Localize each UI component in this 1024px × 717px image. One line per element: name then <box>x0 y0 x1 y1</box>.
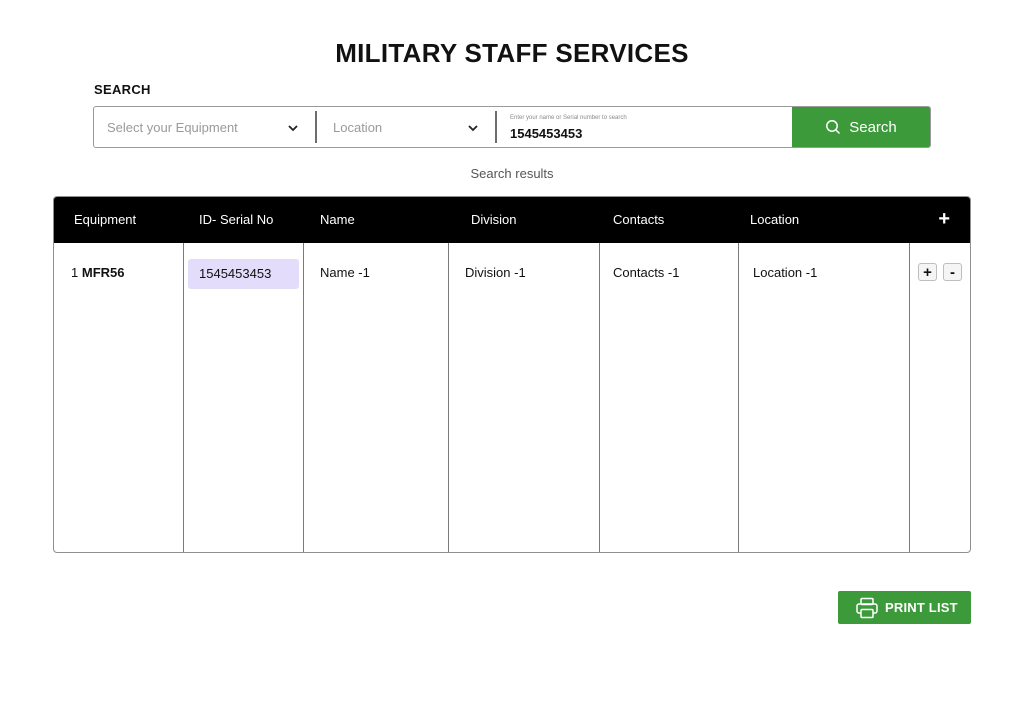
column-header-equipment[interactable]: Equipment <box>74 212 137 227</box>
search-icon <box>825 119 841 135</box>
row-location-cell[interactable]: Location -1 <box>753 265 818 280</box>
column-divider <box>303 243 304 552</box>
row-equipment: MFR56 <box>81 265 125 280</box>
column-header-name[interactable]: Name <box>320 212 355 227</box>
search-section-label: SEARCH <box>94 82 151 97</box>
add-column-button[interactable]: + <box>938 208 950 230</box>
print-list-button[interactable] <box>838 591 971 624</box>
row-equipment-cell[interactable] <box>71 265 124 280</box>
location-select-placeholder: Location <box>333 119 383 135</box>
row-index: 1 <box>71 265 79 280</box>
page-title: MILITARY STAFF SERVICES <box>335 38 689 68</box>
equipment-select[interactable] <box>94 107 315 147</box>
table-header <box>54 197 970 243</box>
search-results-label: Search results <box>470 166 554 181</box>
column-header-contacts[interactable]: Contacts <box>613 212 665 227</box>
column-divider <box>183 243 184 552</box>
column-divider <box>448 243 449 552</box>
printer-icon <box>855 597 879 619</box>
chevron-down-icon <box>467 122 479 134</box>
search-input-value: 1545453453 <box>510 126 583 141</box>
results-table <box>53 196 971 553</box>
search-button[interactable] <box>792 107 930 147</box>
print-list-label: PRINT LIST <box>885 600 958 615</box>
row-contacts-cell[interactable]: Contacts -1 <box>613 265 680 280</box>
search-bar <box>93 106 931 148</box>
column-header-serial[interactable]: ID- Serial No <box>199 212 274 227</box>
remove-row-button[interactable]: - <box>943 263 962 281</box>
column-divider <box>738 243 739 552</box>
row-name-cell[interactable]: Name -1 <box>320 265 370 280</box>
search-input-hint: Enter your name or Serial number to search <box>510 115 627 121</box>
search-input[interactable] <box>497 107 792 147</box>
chevron-down-icon <box>287 122 299 134</box>
column-divider <box>909 243 910 552</box>
equipment-select-placeholder: Select your Equipment <box>107 119 238 135</box>
location-select[interactable] <box>317 107 495 147</box>
column-header-location[interactable]: Location <box>750 212 800 227</box>
row-division-cell[interactable]: Division -1 <box>465 265 526 280</box>
row-serial-cell[interactable]: 1545453453 <box>188 259 299 289</box>
add-row-button[interactable]: + <box>918 263 937 281</box>
column-divider <box>599 243 600 552</box>
column-header-division[interactable]: Division <box>471 212 517 227</box>
search-button-label: Search <box>849 118 897 136</box>
